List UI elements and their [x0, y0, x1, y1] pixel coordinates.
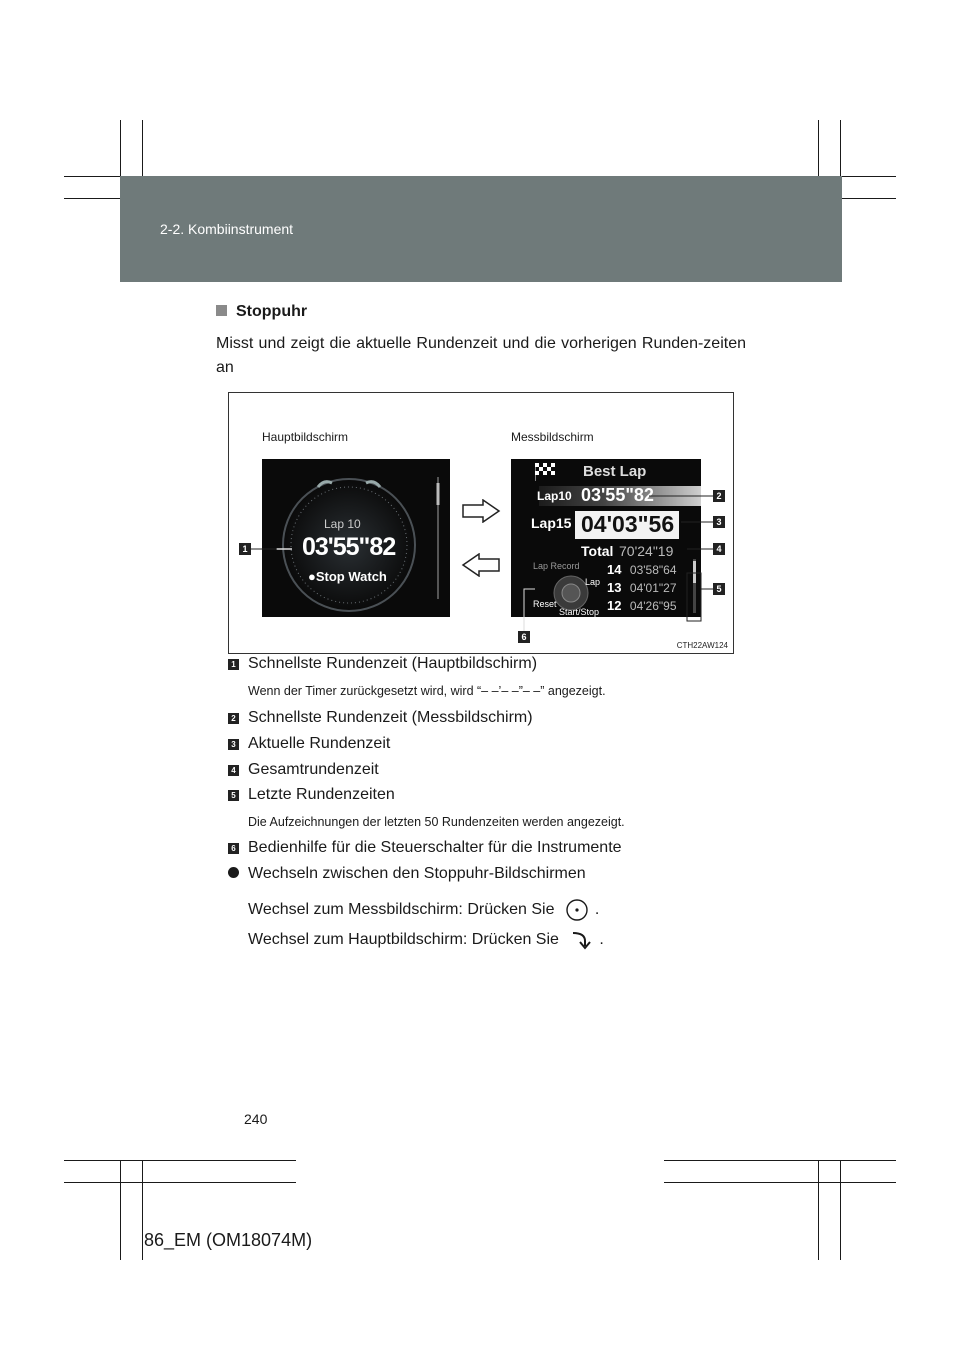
item-number-badge: 3 [228, 739, 239, 750]
current-lap-label: Lap15 [531, 515, 572, 531]
back-arrow-icon [569, 929, 593, 951]
stopwatch-figure [228, 392, 734, 654]
callout-6: 6 [518, 631, 530, 643]
callout-leaders [229, 393, 733, 653]
record-lap-number: 13 [607, 580, 622, 595]
crop-mark [840, 1160, 841, 1260]
item-number-badge: 4 [228, 765, 239, 776]
item-number-badge: 6 [228, 843, 239, 854]
crop-mark [120, 1160, 121, 1260]
crop-mark [664, 1160, 896, 1161]
item-note: Wenn der Timer zurückgesetzt wird, wird “– –’– –”– –” angezeigt. [248, 684, 606, 698]
item-text: Schnellste Rundenzeit (Messbildschirm) [248, 709, 533, 726]
main-lap-label: Lap 10 [324, 517, 361, 531]
section-title: 2-2. Kombiinstrument [160, 221, 294, 237]
best-lap-title: Best Lap [583, 463, 647, 480]
lap-record-label: Lap Record [533, 561, 580, 571]
item-note: Die Aufzeichnungen der letzten 50 Rundenzeiten werden angezeigt. [248, 815, 625, 829]
switch-end: . [594, 901, 600, 919]
list-item [228, 839, 622, 857]
bullet-item [228, 865, 586, 883]
record-lap-time: 04'26"95 [629, 599, 677, 613]
dial-start-stop-label: Start/Stop [559, 607, 600, 617]
dial-reset-label: Reset [533, 599, 557, 609]
list-item [228, 655, 537, 673]
switch-end: . [599, 931, 604, 949]
item-text: Aktuelle Rundenzeit [248, 735, 391, 752]
intro-paragraph: Misst und zeigt die aktuelle Rundenzeit und die vorherigen Runden-zeiten an [216, 335, 746, 376]
square-bullet-icon [216, 305, 227, 316]
document-code: 86_EM (OM18074M) [144, 1230, 313, 1250]
item-number-badge: 1 [228, 659, 239, 670]
dial-center-icon [565, 898, 589, 922]
switch-text: Wechsel zum Hauptbildschirm: Drücken Sie [248, 931, 559, 949]
image-code: CTH22AW124 [676, 641, 728, 650]
dial-lap-label: Lap [585, 577, 601, 587]
record-lap-time: 03'58"64 [629, 563, 677, 577]
page-number: 240 [244, 1111, 268, 1127]
callout-3: 3 [713, 516, 725, 528]
heading-text: Stoppuhr [236, 303, 308, 320]
item-text: Letzte Rundenzeiten [248, 786, 395, 803]
main-mode-label: ●Stop Watch [308, 569, 387, 584]
callout-5: 5 [713, 583, 725, 595]
callout-4: 4 [713, 543, 725, 555]
section-header [120, 176, 842, 282]
bullet-text: Wechseln zwischen den Stoppuhr-Bildschirmen [248, 865, 586, 882]
crop-mark [64, 1182, 296, 1183]
page-heading [216, 303, 307, 321]
total-time: 70'24"19 [619, 543, 674, 559]
item-text: Schnellste Rundenzeit (Hauptbildschirm) [248, 655, 538, 672]
crop-mark [664, 1182, 896, 1183]
crop-mark [142, 1160, 143, 1260]
main-fastest-time: 03'55"82 [302, 533, 396, 561]
bullet-dot-icon [228, 867, 239, 878]
switch-instruction [248, 929, 604, 951]
item-number-badge: 5 [228, 790, 239, 801]
callout-2: 2 [713, 490, 725, 502]
crop-mark [818, 1160, 819, 1260]
list-item [228, 761, 379, 779]
measure-screen-label: Messbildschirm [511, 430, 594, 444]
current-lap-time: 04'03"56 [581, 511, 675, 537]
total-label: Total [581, 543, 614, 559]
record-lap-number: 14 [607, 562, 622, 577]
list-item [228, 709, 533, 727]
item-text: Bedienhilfe für die Steuerschalter für die Instrumente [248, 839, 622, 856]
item-number-badge: 2 [228, 713, 239, 724]
record-lap-time: 04'01"27 [629, 581, 677, 595]
item-text: Gesamtrundenzeit [248, 761, 379, 778]
list-item [228, 735, 390, 753]
record-lap-number: 12 [607, 598, 622, 613]
list-item [228, 786, 395, 804]
best-lap-label: Lap10 [537, 489, 572, 503]
best-lap-time: 03'55"82 [581, 485, 654, 505]
crop-mark [64, 1160, 296, 1161]
switch-instruction [248, 898, 599, 922]
main-screen-label: Hauptbildschirm [262, 430, 349, 444]
callout-1: 1 [239, 543, 251, 555]
switch-text: Wechsel zum Messbildschirm: Drücken Sie [248, 901, 555, 919]
